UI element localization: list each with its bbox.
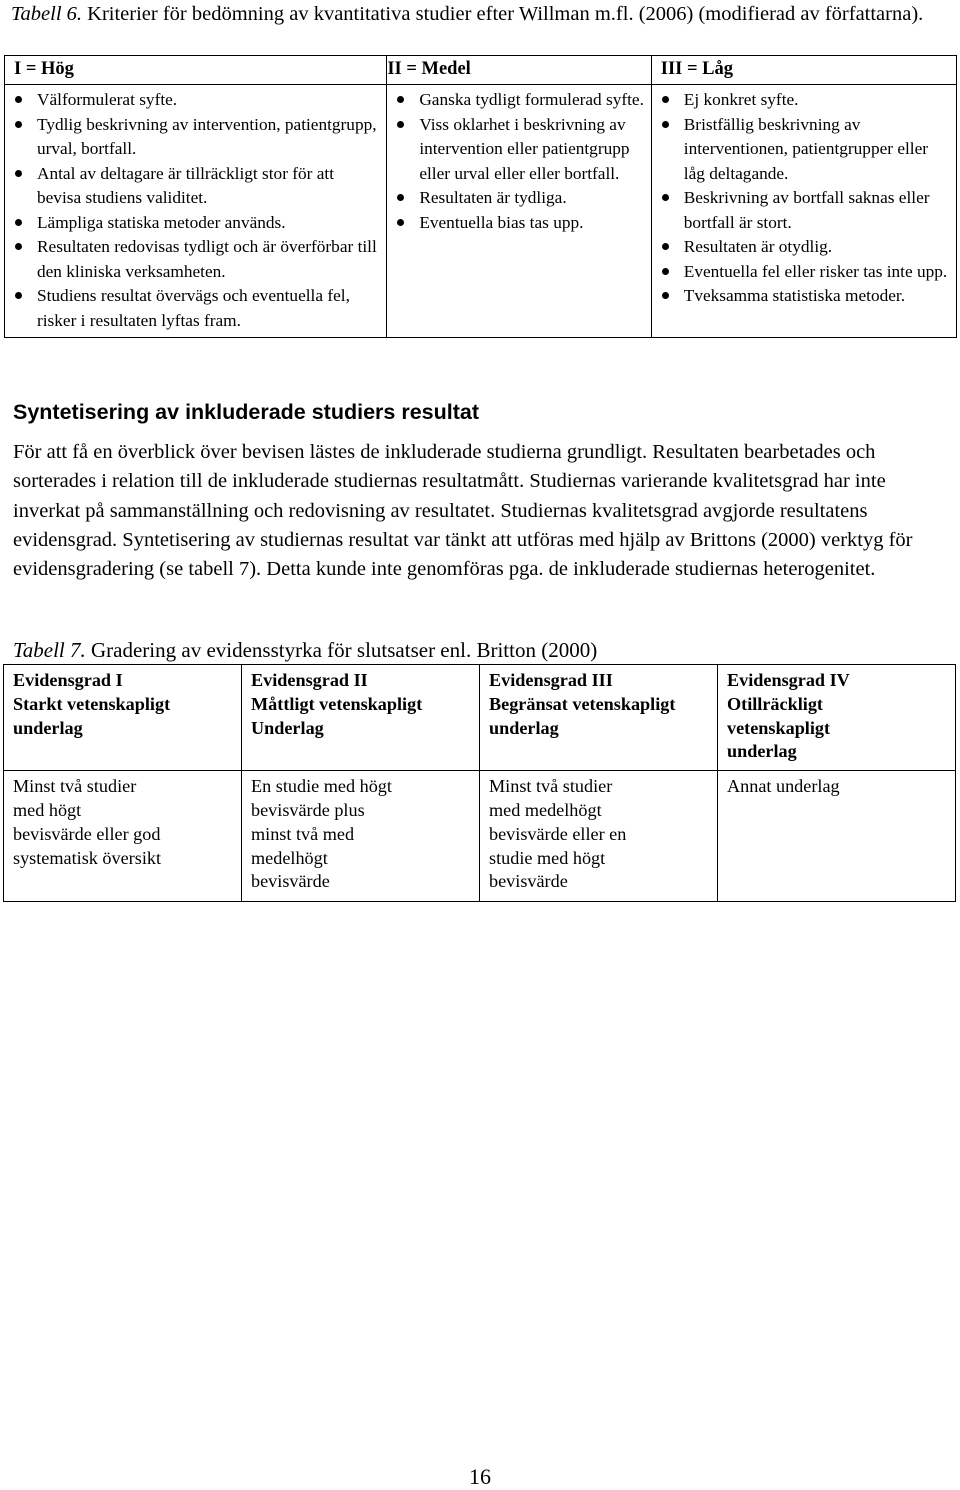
table7-caption-text: Gradering av evidensstyrka för slutsatser enl. Britton (2000) (85, 638, 598, 662)
table6-caption-label: Tabell 6. (11, 3, 83, 25)
list-item: Resultaten är otydlig. (652, 235, 952, 260)
header-line: Evidensgrad IV (727, 670, 850, 690)
table6 (4, 55, 957, 338)
list-item: Viss oklarhet i beskrivning av intervention eller patientgrupp eller urval eller eller bortfall. (387, 113, 646, 187)
table7-header-row (4, 665, 956, 771)
list-item: Beskrivning av bortfall saknas eller bortfall är stort. (652, 186, 952, 235)
list-item: Lämpliga statiska metoder används. (5, 211, 382, 236)
table7-header-grade-4 (718, 665, 956, 771)
list-item: Studiens resultat övervägs och eventuella fel, risker i resultaten lyftas fram. (5, 284, 382, 333)
list-item: Ej konkret syfte. (652, 88, 952, 113)
table6-header-lag: III = Låg (651, 56, 956, 85)
criteria-list-lag (652, 85, 956, 313)
header-line: underlag (489, 717, 559, 738)
table7 (3, 664, 956, 902)
list-item: Resultaten är tydliga. (387, 186, 646, 211)
header-line: Evidensgrad I (13, 670, 123, 690)
cell-line: bevisvärde (489, 871, 568, 892)
header-line: Evidensgrad III (489, 670, 613, 690)
header-line: Underlag (251, 717, 324, 738)
table6-header-hog: I = Hög (5, 56, 387, 85)
cell-line: med högt (13, 799, 82, 820)
section-paragraph: För att få en överblick över bevisen lästes de inkluderade studierna grundligt. Resultaten bearbetades och sorterades i relation till de inkluderade studiernas resultatmått. Studiernas varierande kvalitetsgrad har inte inverkat på sammanställning och redovisning av resultatet. Studiernas kvalitetsgrad avgjorde resultatens evidensgrad. Syntetisering av studiernas resultat var tänkt att utföras med hjälp av Brittons (2000) verktyg för evidensgradering (se tabell 7). Detta kunde inte genomföras pga. de inkluderade studiernas heterogenitet. (13, 441, 913, 581)
cell-line: med medelhögt (489, 799, 602, 820)
table7-header-grade-2 (242, 665, 480, 771)
cell-line: Minst två studier (489, 776, 613, 797)
list-item: Tveksamma statistiska metoder. (652, 284, 952, 309)
list-item: Resultaten redovisas tydligt och är överförbar till den kliniska verksamheten. (5, 235, 382, 284)
header-line: underlag (13, 717, 83, 738)
list-item: Välformulerat syfte. (5, 88, 382, 113)
cell-line: bevisvärde plus (251, 799, 365, 820)
header-line: vetenskapligt (727, 717, 831, 738)
table6-col-medel (387, 85, 651, 338)
cell-line: bevisvärde (251, 871, 330, 892)
cell-line: Annat underlag (727, 776, 840, 797)
table6-body-row (5, 85, 957, 338)
header-line: Otillräckligt (727, 693, 823, 714)
table6-caption (11, 0, 951, 28)
section-heading: Syntetisering av inkluderade studiers resultat (13, 400, 479, 424)
cell-line: studie med högt (489, 847, 606, 868)
table7-header-grade-3 (480, 665, 718, 771)
table7-cell-grade-4 (718, 771, 956, 902)
table6-col-hog (5, 85, 387, 338)
cell-line: systematisk översikt (13, 847, 162, 868)
page-number: 16 (469, 1464, 491, 1489)
table7-cell-grade-1 (4, 771, 242, 902)
table7-cell-grade-3 (480, 771, 718, 902)
table7-header-grade-1 (4, 665, 242, 771)
list-item: Tydlig beskrivning av intervention, patientgrupp, urval, bortfall. (5, 113, 382, 162)
cell-line: bevisvärde eller god (13, 823, 161, 844)
cell-line: En studie med högt (251, 776, 392, 797)
table6-header-medel: II = Medel (387, 56, 651, 85)
cell-line: Minst två studier (13, 776, 137, 797)
table7-caption-label: Tabell 7. (13, 638, 86, 662)
cell-line: bevisvärde eller en (489, 823, 627, 844)
criteria-list-medel (387, 85, 650, 239)
table6-col-lag (651, 85, 956, 338)
criteria-list-hog (5, 85, 386, 337)
list-item: Ganska tydligt formulerad syfte. (387, 88, 646, 113)
header-line: underlag (727, 741, 797, 762)
table7-caption (13, 636, 597, 664)
header-line: Evidensgrad II (251, 670, 368, 690)
list-item: Bristfällig beskrivning av interventionen, patientgrupper eller låg deltagande. (652, 113, 952, 187)
header-line: Begränsat vetenskapligt (489, 693, 676, 714)
table7-cell-grade-2 (242, 771, 480, 902)
cell-line: minst två med (251, 823, 355, 844)
header-line: Starkt vetenskapligt (13, 693, 171, 714)
list-item: Eventuella fel eller risker tas inte upp. (652, 260, 952, 285)
header-line: Måttligt vetenskapligt (251, 693, 423, 714)
cell-line: medelhögt (251, 847, 328, 868)
list-item: Antal av deltagare är tillräckligt stor för att bevisa studiens validitet. (5, 162, 382, 211)
table6-header-row (5, 56, 957, 85)
list-item: Eventuella bias tas upp. (387, 211, 646, 236)
table6-caption-text: Kriterier för bedömning av kvantitativa studier efter Willman m.fl. (2006) (modifierad av författarna). (82, 3, 924, 25)
table7-body-row (4, 771, 956, 902)
